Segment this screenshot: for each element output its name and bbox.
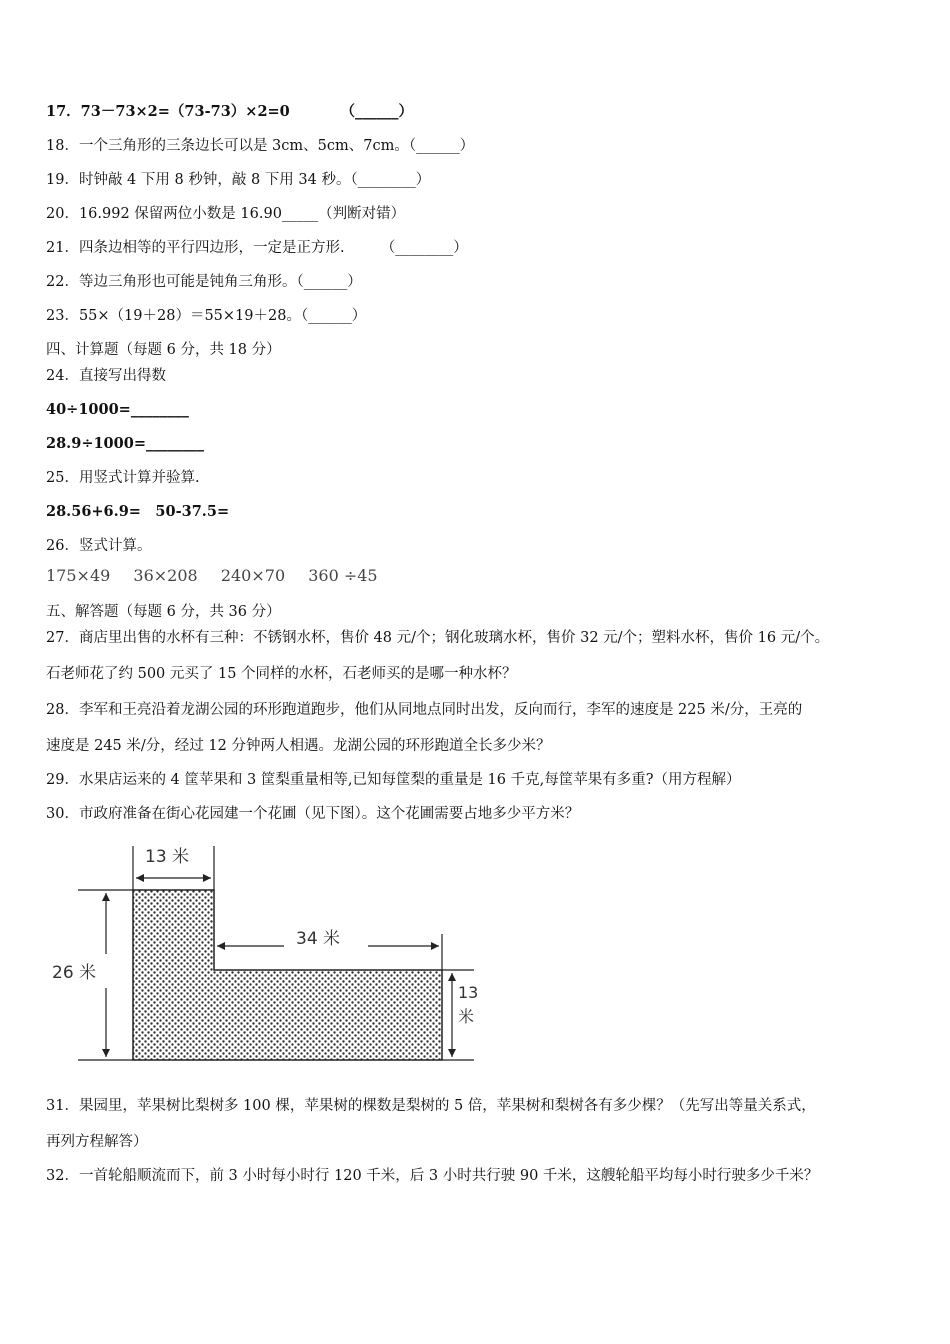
question-25: 25．用竖式计算并验算.	[46, 470, 200, 486]
label-13m-top: 13 米	[145, 847, 190, 867]
question-27-line-1: 27．商店里出售的水杯有三种：不锈钢水杯，售价 48 元/个；钢化玻璃水杯，售价 32 元/个；塑料水杯，售价 16 元/个。	[46, 630, 830, 646]
calc-item: 36×208	[133, 566, 198, 585]
question-26-items	[46, 566, 396, 586]
question-30: 30．市政府准备在街心花园建一个花圃（见下图）。这个花圃需要占地多少平方米？	[46, 806, 580, 822]
question-20: 20．16.992 保留两位小数是 16.90_____（判断对错）	[46, 206, 406, 222]
section-4-heading: 四、计算题（每题 6 分，共 18 分）	[46, 342, 281, 358]
question-24-b: 28.9÷1000=________	[46, 435, 204, 452]
question-18: 18．一个三角形的三条边长可以是 3cm、5cm、7cm。（______）	[46, 138, 475, 154]
question-28-line-2: 速度是 245 米/分，经过 12 分钟两人相遇。龙湖公园的环形跑道全长多少米？	[46, 738, 551, 754]
question-31-line-1: 31．果园里，苹果树比梨树多 100 棵，苹果树的棵数是梨树的 5 倍，苹果树和梨树各有多少棵？（先写出等量关系式，	[46, 1098, 816, 1114]
calc-item: 360 ÷45	[308, 566, 378, 585]
question-31-line-2: 再列方程解答）	[46, 1134, 148, 1150]
question-25-a: 28.56+6.9= 50-37.5=	[46, 503, 230, 520]
calc-item: 175×49	[46, 566, 111, 585]
question-17: 17．73－73×2=（73-73）×2=0 （______）	[46, 103, 414, 120]
l-shape	[133, 890, 442, 1060]
label-26m: 26 米	[52, 963, 97, 983]
question-26: 26．竖式计算。	[46, 538, 152, 554]
question-23: 23．55×（19＋28）＝55×19＋28。（______）	[46, 308, 367, 324]
question-21: 21．四条边相等的平行四边形，一定是正方形. （________）	[46, 240, 468, 256]
question-28-line-1: 28．李军和王亮沿着龙湖公园的环形跑道跑步，他们从同地点同时出发，反向而行，李军的速度是 225 米/分，王亮的	[46, 702, 803, 718]
question-22: 22．等边三角形也可能是钝角三角形。（______）	[46, 274, 362, 290]
section-5-heading: 五、解答题（每题 6 分，共 36 分）	[46, 604, 281, 620]
label-13m-right-number: 13	[458, 983, 479, 1002]
label-34m: 34 米	[296, 929, 341, 949]
label-13m-right-unit: 米	[458, 1007, 475, 1026]
question-32: 32．一首轮船顺流而下，前 3 小时每小时行 120 千米，后 3 小时共行驶 90 千米，这艘轮船平均每小时行驶多少千米？	[46, 1168, 819, 1184]
question-24: 24．直接写出得数	[46, 368, 166, 384]
calc-item: 240×70	[220, 566, 286, 585]
question-27-line-2: 石老师花了约 500 元买了 15 个同样的水杯，石老师买的是哪一种水杯？	[46, 666, 517, 682]
question-24-a: 40÷1000=________	[46, 401, 189, 418]
question-29: 29．水果店运来的 4 筐苹果和 3 筐梨重量相等,已知每筐梨的重量是 16 千克,每筐苹果有多重?（用方程解）	[46, 772, 741, 788]
question-19: 19．时钟敲 4 下用 8 秒钟，敲 8 下用 34 秒。（________）	[46, 172, 431, 188]
flower-bed-figure	[48, 842, 488, 1072]
